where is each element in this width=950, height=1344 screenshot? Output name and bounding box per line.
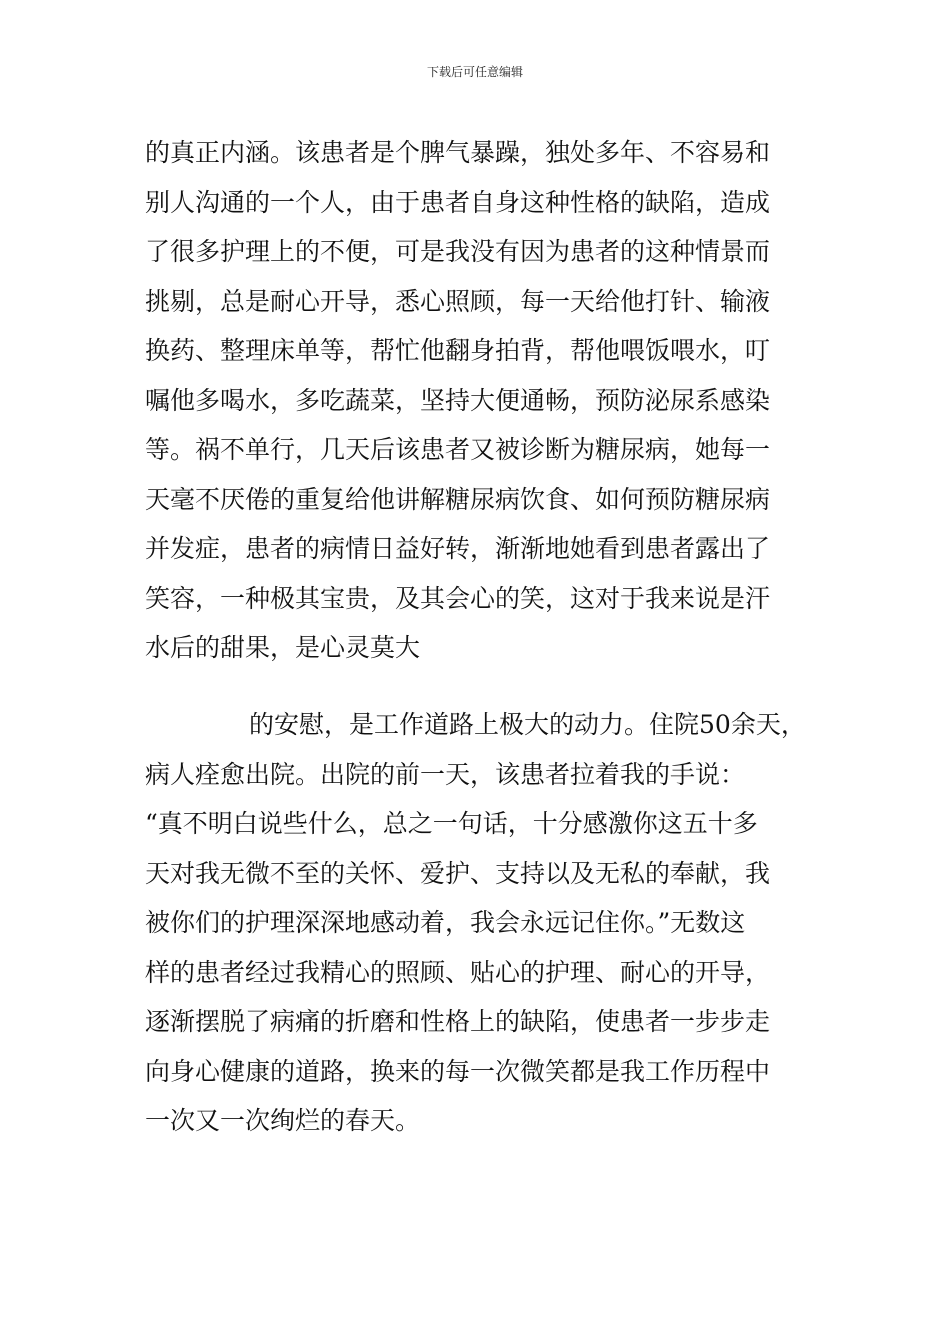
text-line: 别人沟通的一个人，由于患者自身这种性格的缺陷，造成 <box>145 187 771 217</box>
text-line: “真不明白说些什么，总之一句话，十分感激你这五十多 <box>145 809 758 838</box>
text-line: 样的患者经过我精心的照顾、贴心的护理、耐心的开导， <box>145 957 771 987</box>
text-line: 嘱他多喝水，多吃蔬菜，坚持大便通畅，预防泌尿系感染 <box>145 385 771 415</box>
text-line: 并发症，患者的病情日益好转，渐渐地她看到患者露出了 <box>145 534 771 563</box>
text-line: 的真正内涵。该患者是个脾气暴躁，独处多年、不容易和 <box>145 138 771 167</box>
text-line: 挑剔，总是耐心开导，悉心照顾，每一天给他打针、输液 <box>145 286 771 316</box>
text-line: 天对我无微不至的关怀、爱护、支持以及无私的奉献，我 <box>145 858 771 888</box>
text-line: 被你们的护理深深地感动着，我会永远记住你。”无数这 <box>145 908 746 937</box>
text-line: 天毫不厌倦的重复给他讲解糖尿病饮食、如何预防糖尿病 <box>145 484 771 514</box>
text-line: 等。祸不单行，几天后该患者又被诊断为糖尿病，她每一 <box>145 435 771 464</box>
text-line: 换药、整理床单等，帮忙他翻身拍背，帮他喂饭喂水，叮 <box>145 336 771 365</box>
text-line: 的安慰，是工作道路上极大的动力。住院50余天， <box>249 710 806 739</box>
text-line: 向身心健康的道路，换来的每一次微笑都是我工作历程中 <box>145 1056 771 1086</box>
text-line: 了很多护理上的不便，可是我没有因为患者的这种情景而 <box>145 237 771 266</box>
paragraph-2 <box>145 700 806 1146</box>
text-line: 病人痊愈出院。出院的前一天，该患者拉着我的手说： <box>145 759 746 789</box>
text-line: 逐渐摆脱了病痛的折磨和性格上的缺陷，使患者一步步走 <box>145 1007 771 1036</box>
paragraph-1 <box>145 128 770 673</box>
page-header: 下载后可任意编辑 <box>426 65 523 79</box>
text-line: 一次又一次绚烂的春天。 <box>145 1106 421 1135</box>
text-line: 笑容，一种极其宝贵，及其会心的笑，这对于我来说是汗 <box>145 583 771 613</box>
text-line: 水后的甜果，是心灵莫大 <box>145 633 421 662</box>
